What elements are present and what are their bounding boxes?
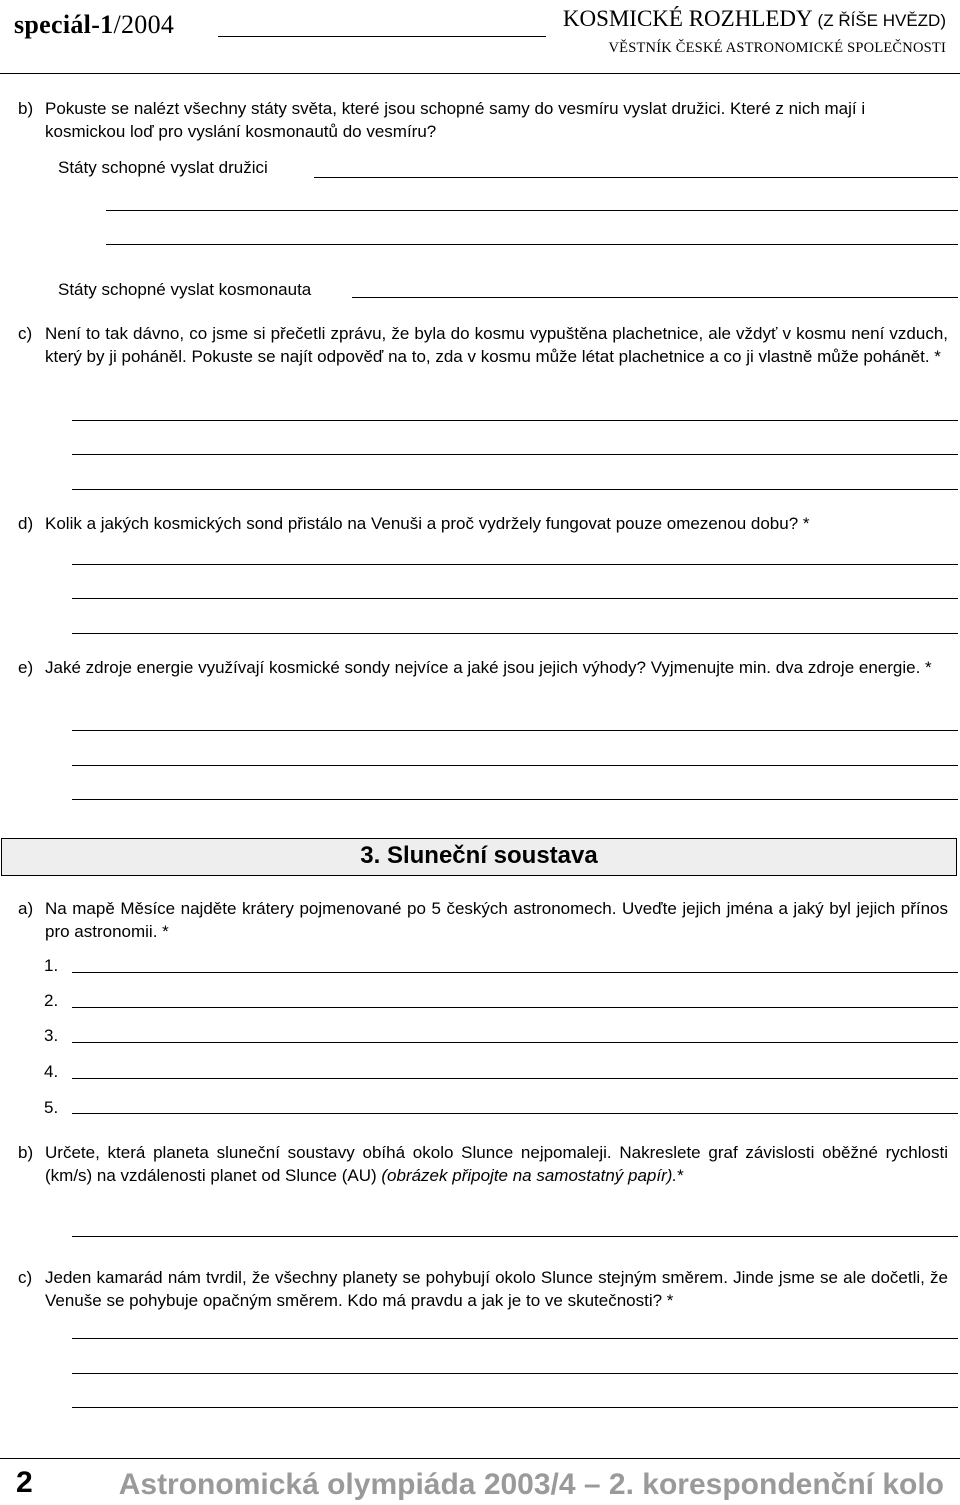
question-label: b)	[18, 99, 34, 118]
question-c	[18, 322, 948, 368]
list-number: 5.	[44, 1098, 59, 1117]
question-label: a)	[18, 899, 34, 918]
header-rule	[218, 36, 546, 37]
issue-label	[14, 10, 174, 40]
cosmonaut-states-prompt: Státy schopné vyslat kosmonauta	[58, 280, 312, 299]
journal-header	[563, 6, 946, 57]
question-label: c)	[18, 324, 33, 343]
question-label: e)	[18, 658, 34, 677]
answer-line[interactable]	[72, 454, 958, 455]
question-text: Určete, která planeta sluneční soustavy obíhá okolo Slunce nejpomaleji. Nakreslete graf závislosti oběžné rychlosti (km/s) na vzdálenosti planet od Slunce (AU)	[45, 1143, 948, 1185]
answer-line[interactable]	[72, 765, 958, 766]
answer-line[interactable]	[72, 799, 958, 800]
answer-line[interactable]	[72, 420, 958, 421]
answer-line[interactable]	[72, 598, 958, 599]
answer-line[interactable]	[72, 1407, 958, 1408]
question-b	[18, 97, 948, 143]
question-label: b)	[18, 1143, 34, 1162]
question-label: d)	[18, 514, 34, 533]
section3-question-c	[18, 1266, 948, 1312]
answer-line[interactable]	[72, 1338, 958, 1339]
answer-line[interactable]	[106, 244, 958, 245]
answer-line[interactable]	[352, 297, 958, 298]
satellite-states-prompt: Státy schopné vyslat družici	[58, 158, 268, 177]
page-number: 2	[16, 1466, 33, 1499]
answer-line[interactable]	[106, 210, 958, 211]
answer-line[interactable]	[314, 177, 958, 178]
answer-line[interactable]	[72, 730, 958, 731]
question-text: Pokuste se nalézt všechny státy světa, které jsou schopné samy do vesmíru vyslat družici. Které z nich mají i kosmickou loď pro vyslání kosmonautů do vesmíru?	[45, 99, 866, 141]
journal-title: KOSMICKÉ ROZHLEDY	[562, 6, 812, 31]
section-title: 3. Sluneční soustava	[360, 842, 598, 869]
answer-line[interactable]	[72, 1078, 958, 1079]
question-text-italic: (obrázek připojte na samostatný papír).	[381, 1166, 678, 1185]
list-number: 1.	[44, 956, 59, 975]
header-divider	[0, 73, 960, 74]
section3-question-b	[18, 1141, 948, 1187]
question-text: Není to tak dávno, co jsme si přečetli zprávu, že byla do kosmu vypuštěna plachetnice, ale vždyť v kosmu není vzduch, který by ji poháněl. Pokuste se najít odpověď na to, zda v kosmu může létat plachetnice a co ji vlastně může pohánět. *	[45, 324, 948, 366]
answer-line[interactable]	[72, 564, 958, 565]
answer-line[interactable]	[72, 1113, 958, 1114]
answer-line[interactable]	[72, 1373, 958, 1374]
footer-divider	[0, 1458, 960, 1459]
section3-question-a	[18, 897, 948, 943]
answer-line[interactable]	[72, 1236, 958, 1237]
answer-line[interactable]	[72, 1042, 958, 1043]
question-label: c)	[18, 1268, 33, 1287]
list-number: 3.	[44, 1026, 59, 1045]
issue-year: /2004	[113, 10, 175, 39]
answer-line[interactable]	[72, 1007, 958, 1008]
question-e	[18, 656, 948, 679]
list-number: 4.	[44, 1062, 59, 1081]
question-text: Jaké zdroje energie využívají kosmické sondy nejvíce a jaké jsou jejich výhody? Vyjmenujte min. dva zdroje energie. *	[45, 658, 932, 677]
journal-publisher: VĚSTNÍK ČESKÉ ASTRONOMICKÉ SPOLEČNOSTI	[608, 40, 946, 56]
question-d	[18, 512, 948, 535]
issue-bold: speciál-1	[14, 10, 114, 39]
section-3-header	[1, 838, 957, 876]
question-text: Kolik a jakých kosmických sond přistálo na Venuši a proč vydržely fungovat pouze omezenou dobu? *	[45, 514, 810, 533]
question-text: Na mapě Měsíce najděte krátery pojmenované po 5 českých astronomech. Uveďte jejich jména a jaký byl jejich přínos pro astronomii. *	[45, 899, 948, 941]
journal-subtitle: (Z ŘÍŠE HVĚZD)	[817, 11, 946, 30]
question-text: Jeden kamarád nám tvrdil, že všechny planety se pohybují okolo Slunce stejným směrem. Jinde jsme se ale dočetli, že Venuše se pohybuje opačným směrem. Kdo má pravdu a jak je to ve skutečnosti? *	[45, 1268, 948, 1310]
list-number: 2.	[44, 991, 59, 1010]
footer-title: Astronomická olympiáda 2003/4 – 2. korespondenční kolo	[118, 1468, 944, 1501]
answer-line[interactable]	[72, 633, 958, 634]
question-text-mark: *	[677, 1166, 684, 1185]
answer-line[interactable]	[72, 489, 958, 490]
answer-line[interactable]	[72, 972, 958, 973]
